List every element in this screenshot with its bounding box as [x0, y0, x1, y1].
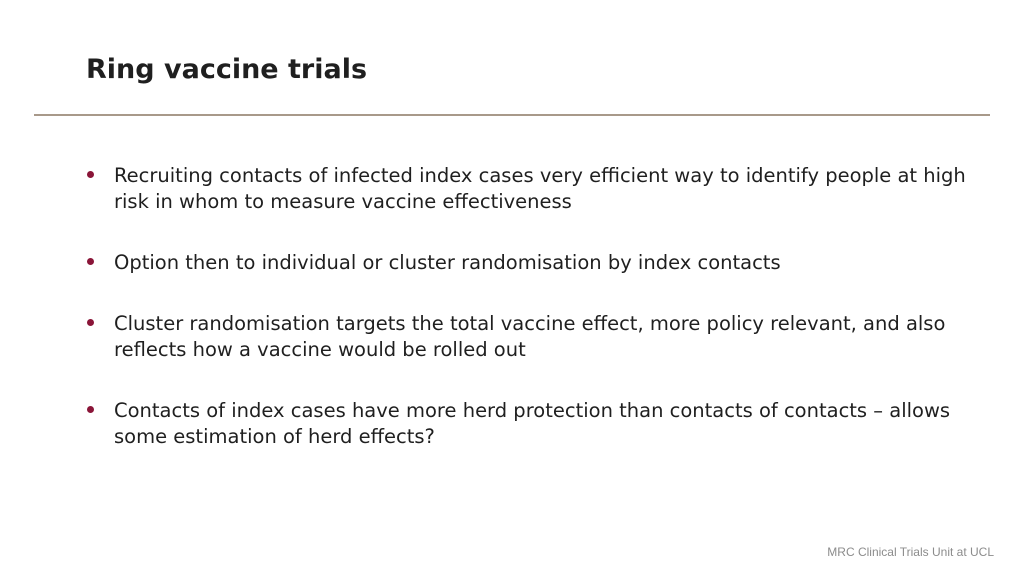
slide-title: Ring vaccine trials: [86, 54, 368, 85]
bullet-dot-icon: [87, 319, 94, 326]
footer-organization: MRC Clinical Trials Unit at UCL: [827, 545, 994, 559]
bullet-text: Cluster randomisation targets the total vaccine effect, more policy relevant, and also reflects how a vaccine would be rolled out: [114, 312, 946, 361]
bullet-item: [86, 250, 966, 276]
bullet-dot-icon: [87, 258, 94, 265]
bullet-text: Recruiting contacts of infected index cases very efficient way to identify people at high risk in whom to measure vaccine effectiveness: [114, 164, 966, 213]
title-divider: [34, 114, 990, 116]
bullet-text: Option then to individual or cluster randomisation by index contacts: [114, 251, 781, 274]
bullet-dot-icon: [87, 171, 94, 178]
bullet-item: [86, 311, 966, 363]
bullet-dot-icon: [87, 406, 94, 413]
bullet-list: [86, 163, 966, 450]
bullet-text: Contacts of index cases have more herd protection than contacts of contacts – allows some estimation of herd effects?: [114, 399, 951, 448]
bullet-item: [86, 163, 966, 215]
bullet-item: [86, 398, 966, 450]
